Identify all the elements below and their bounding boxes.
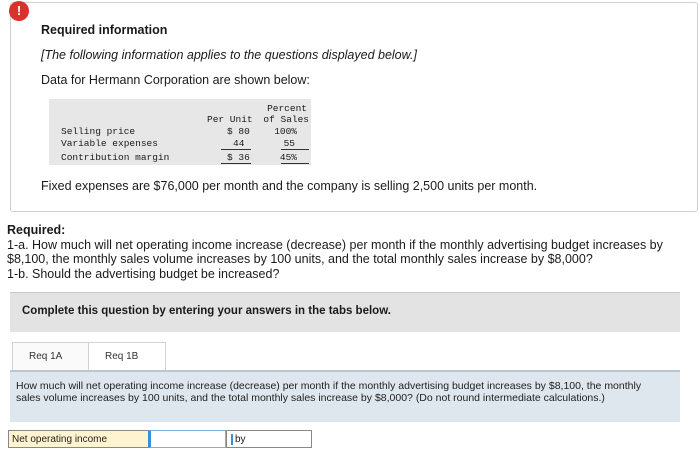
row-label-contribution-margin: Contribution margin — [61, 152, 170, 163]
tab-req-1b[interactable]: Req 1B — [88, 342, 166, 370]
double-underline — [281, 163, 309, 164]
info-title: Required information — [41, 23, 168, 37]
required-heading: Required: — [7, 223, 66, 237]
instruction-bar — [10, 292, 680, 332]
info-intro: Data for Hermann Corporation are shown below: — [41, 73, 310, 87]
row-label-selling-price: Selling price — [61, 126, 136, 137]
row-label-variable-expenses: Variable expenses — [61, 138, 158, 149]
info-note: [The following information applies to the questions displayed below.] — [41, 48, 417, 62]
tab-req-1a[interactable]: Req 1A — [12, 342, 90, 370]
fixed-expenses-text: Fixed expenses are $76,000 per month and the company is selling 2,500 units per month. — [41, 179, 538, 193]
change-direction-value: by — [231, 434, 246, 445]
change-direction-select[interactable] — [226, 430, 312, 448]
row-pct-selling-price: 100% — [274, 126, 297, 137]
row-unit-selling-price: $ 80 — [227, 126, 250, 137]
row-pct-contribution-margin: 45% — [279, 152, 297, 163]
header-percent: Percent — [267, 103, 307, 114]
question-panel — [10, 370, 680, 422]
underline — [281, 149, 309, 150]
header-per-unit: Per Unit — [207, 114, 253, 125]
net-operating-income-input[interactable] — [148, 430, 226, 448]
row-pct-variable-expenses: 55 — [283, 138, 295, 149]
alert-icon: ! — [9, 1, 29, 21]
header-of-sales: of Sales — [263, 114, 309, 125]
row-unit-contribution-margin: $ 36 — [227, 152, 250, 163]
question-text: How much will net operating income increase (decrease) per month if the monthly advertising budget increases by $8,100, the monthly sales volume increases by 100 units, and the total monthly sales increase by $8,000? (Do not round intermediate calculations.) — [16, 380, 642, 404]
row-unit-variable-expenses: 44 — [233, 138, 245, 149]
requirement-1a: 1-a. How much will net operating income increase (decrease) per month if the monthly advertising budget increases by $8,100, the monthly sales volume increases by 100 units, and the total monthly sales increase by $8,000? — [7, 237, 663, 266]
underline — [221, 149, 251, 150]
required-information-card — [10, 2, 698, 212]
net-operating-income-label: Net operating income — [8, 430, 148, 448]
data-table — [49, 99, 311, 165]
instruction-text: Complete this question by entering your answers in the tabs below. — [22, 305, 391, 317]
requirement-1b: 1-b. Should the advertising budget be increased? — [7, 266, 280, 281]
double-underline — [221, 163, 251, 164]
required-section — [7, 223, 697, 281]
